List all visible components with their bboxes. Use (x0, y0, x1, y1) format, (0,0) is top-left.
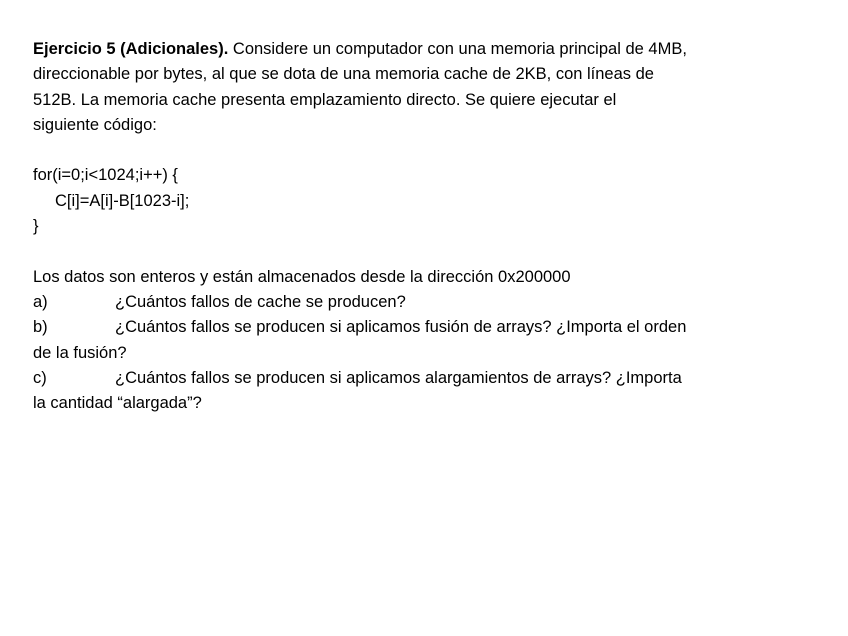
start-address: 0x200000 (498, 267, 571, 286)
question-label: c) (33, 368, 47, 387)
question-text: ¿Cuántos fallos de cache se producen? (115, 292, 406, 311)
question-text: ¿Cuántos fallos se producen si aplicamos alargamientos de arrays? ¿Importa (115, 368, 682, 387)
code-line-1: for(i=0;i<1024;i++) { (33, 166, 178, 185)
question-text: ¿Cuántos fallos se producen si aplicamos fusión de arrays? ¿Importa el orden (115, 318, 687, 337)
data-note-text: Los datos son enteros y están almacenados desde la dirección (33, 267, 499, 286)
code-line-3: } (33, 217, 39, 236)
question-a (33, 290, 823, 315)
data-note (33, 265, 823, 290)
question-label: a) (33, 292, 48, 311)
exercise-title: Ejercicio 5 (Adicionales). (33, 40, 229, 58)
exercise-statement (33, 37, 823, 138)
question-text-continued: la cantidad “alargada”? (33, 394, 202, 413)
statement-line-2: direccionable por bytes, al que se dota de una memoria cache de 2KB, con líneas de (33, 65, 654, 84)
statement-line-1: Considere un computador con una memoria principal de 4MB, (228, 40, 687, 58)
question-c (33, 366, 823, 417)
question-text-continued: de la fusión? (33, 343, 127, 362)
question-b (33, 315, 823, 366)
code-block (33, 163, 823, 239)
code-line-2: C[i]=A[i]-B[1023-i]; (55, 191, 190, 210)
question-label: b) (33, 318, 48, 337)
spacer (33, 239, 823, 264)
statement-line-3: 512B. La memoria cache presenta emplazamiento directo. Se quiere ejecutar el (33, 90, 617, 109)
exercise-document (33, 37, 823, 416)
statement-line-4: siguiente código: (33, 115, 157, 134)
spacer (33, 138, 823, 163)
